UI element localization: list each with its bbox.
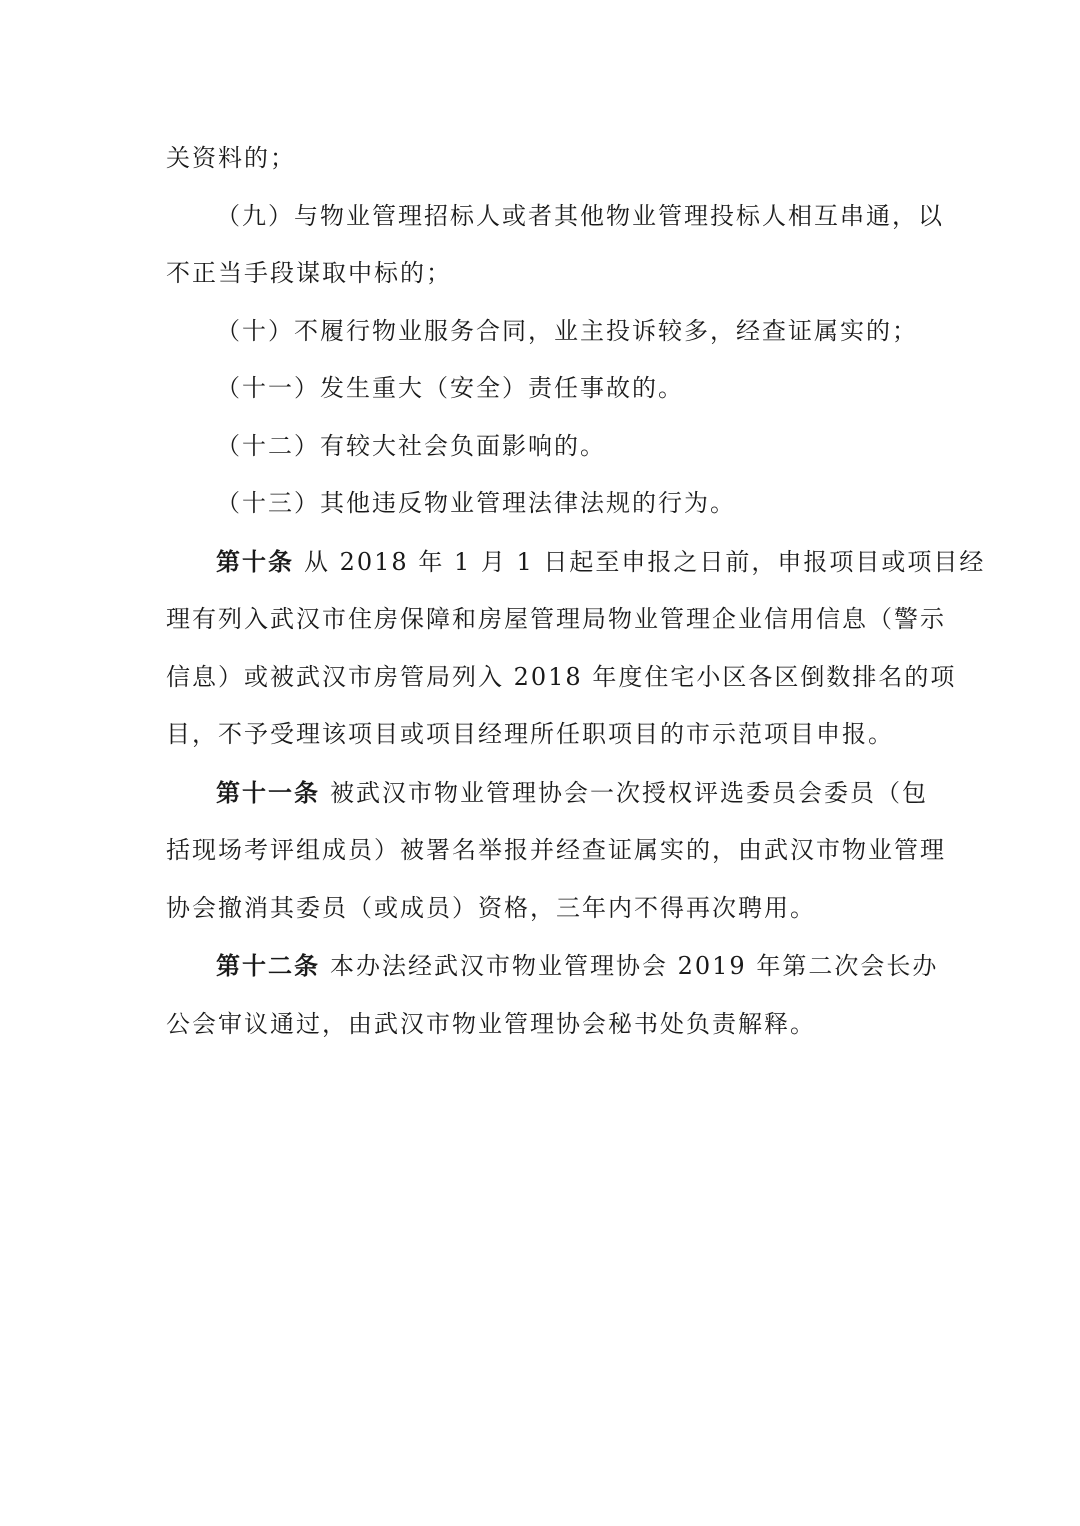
text-line-with-heading (166, 764, 928, 823)
article-text: 本办法经武汉市物业管理协会 2019 年第二次会长办 (330, 952, 939, 980)
text-line: 公会审议通过，由武汉市物业管理协会秘书处负责解释。 (166, 1009, 816, 1038)
article-12 (166, 937, 939, 1053)
text-line: 协会撤消其委员（或成员）资格，三年内不得再次聘用。 (166, 893, 816, 922)
paragraph-continuation (166, 130, 918, 188)
text-line: （十一）发生重大（安全）责任事故的。 (216, 374, 684, 402)
paragraph-item-11 (166, 360, 918, 418)
paragraph-item-9 (166, 188, 944, 303)
text-line: （十二）有较大社会负面影响的。 (216, 431, 606, 460)
text-line-with-heading (166, 937, 939, 996)
text-line-with-heading (166, 533, 986, 592)
article-heading: 第十一条 (216, 777, 320, 807)
text-line: 目，不予受理该项目或项目经理所任职项目的市示范项目申报。 (166, 720, 894, 748)
text-line: （十三）其他违反物业管理法律法规的行为。 (216, 489, 736, 517)
text-line: 关资料的； (166, 144, 296, 172)
text-line: （十）不履行物业服务合同，业主投诉较多，经查证属实的； (216, 316, 918, 345)
article-11 (166, 764, 946, 938)
paragraph-item-13 (166, 475, 918, 533)
article-text: 被武汉市物业管理协会一次授权评选委员会委员（包 (330, 778, 928, 807)
text-line: 不正当手段谋取中标的； (166, 259, 452, 287)
text-line: 理有列入武汉市住房保障和房屋管理局物业管理企业信用信息（警示 (166, 605, 946, 633)
text-line: 信息）或被武汉市房管局列入 2018 年度住宅小区各区倒数排名的项 (166, 662, 957, 691)
article-text: 从 2018 年 1 月 1 日起至申报之日前，申报项目或项目经 (304, 547, 986, 576)
paragraph-item-12 (166, 418, 918, 476)
document-page (166, 130, 986, 1053)
text-line: （九）与物业管理招标人或者其他物业管理投标人相互串通，以 (216, 201, 944, 230)
article-heading: 第十条 (216, 546, 294, 576)
article-heading: 第十二条 (216, 951, 320, 980)
article-10 (166, 533, 986, 764)
paragraph-item-10 (166, 303, 918, 361)
text-line: 括现场考评组成员）被署名举报并经查证属实的，由武汉市物业管理 (166, 836, 946, 864)
